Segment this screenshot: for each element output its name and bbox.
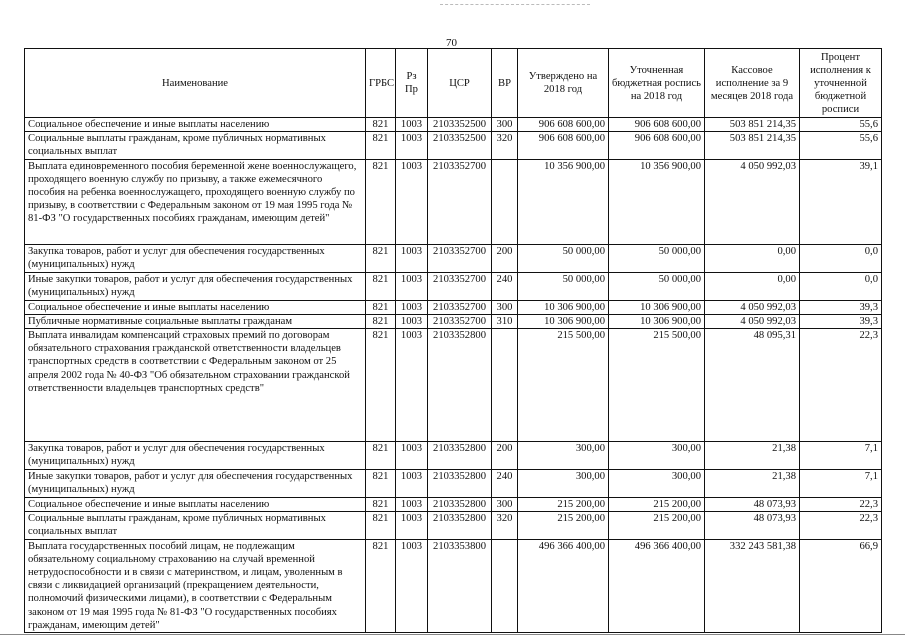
row-percent: 66,9	[800, 539, 882, 632]
row-rzpr: 1003	[396, 118, 428, 132]
row-cash: 0,00	[705, 272, 800, 300]
row-name: Социальное обеспечение и иные выплаты населению	[25, 498, 366, 512]
row-grbs: 821	[366, 300, 396, 314]
row-name: Выплата государственных пособий лицам, не подлежащим обязательному социальному страхованию на случай временной нетрудоспособности и в связи с материнством, и лицам, уволенным в связи с ликвидацией организаций (прекращением деятельности, полномочий физическими лицами), в соответствии с Федеральным законом от 19 мая 1995 года № 81-ФЗ "О государственных пособиях гражданам, имеющим детей"	[25, 539, 366, 632]
row-approved: 50 000,00	[518, 272, 609, 300]
row-cash: 4 050 992,03	[705, 314, 800, 328]
row-vr: 320	[492, 512, 518, 539]
row-percent: 55,6	[800, 132, 882, 159]
row-cash: 332 243 581,38	[705, 539, 800, 632]
row-rzpr: 1003	[396, 512, 428, 539]
header-csr: ЦСР	[428, 49, 492, 118]
row-rzpr: 1003	[396, 329, 428, 442]
row-refined: 906 608 600,00	[609, 132, 705, 159]
row-vr: 240	[492, 470, 518, 498]
header-name: Наименование	[25, 49, 366, 118]
row-approved: 215 500,00	[518, 329, 609, 442]
row-vr	[492, 539, 518, 632]
row-rzpr: 1003	[396, 244, 428, 272]
row-vr: 240	[492, 272, 518, 300]
row-cash: 21,38	[705, 470, 800, 498]
row-refined: 10 356 900,00	[609, 159, 705, 244]
row-csr: 2103352800	[428, 470, 492, 498]
header-vr: ВР	[492, 49, 518, 118]
row-grbs: 821	[366, 512, 396, 539]
scan-top-line	[440, 4, 590, 5]
row-csr: 2103352800	[428, 498, 492, 512]
row-grbs: 821	[366, 470, 396, 498]
row-vr	[492, 159, 518, 244]
row-percent: 22,3	[800, 498, 882, 512]
table-row	[25, 539, 882, 632]
row-percent: 0,0	[800, 244, 882, 272]
table-row	[25, 329, 882, 442]
header-row	[25, 49, 882, 118]
row-grbs: 821	[366, 118, 396, 132]
row-percent: 39,3	[800, 300, 882, 314]
row-csr: 2103352500	[428, 132, 492, 159]
row-percent: 39,3	[800, 314, 882, 328]
row-percent: 7,1	[800, 442, 882, 470]
header-grbs: ГРБС	[366, 49, 396, 118]
row-refined: 50 000,00	[609, 272, 705, 300]
row-vr: 300	[492, 118, 518, 132]
row-grbs: 821	[366, 329, 396, 442]
row-cash: 21,38	[705, 442, 800, 470]
row-name: Выплата инвалидам компенсаций страховых премий по договорам обязательного страхования гражданской ответственности владельцев транспортных средств в соответствии с Федеральным законом от 25 апреля 2002 года № 40-ФЗ "Об обязательном страховании гражданской ответственности владельцев транспортных средств"	[25, 329, 366, 442]
row-grbs: 821	[366, 498, 396, 512]
row-grbs: 821	[366, 272, 396, 300]
row-percent: 22,3	[800, 512, 882, 539]
row-cash: 48 073,93	[705, 498, 800, 512]
row-rzpr: 1003	[396, 498, 428, 512]
table-row	[25, 498, 882, 512]
row-rzpr: 1003	[396, 159, 428, 244]
header-rzpr: Рз Пр	[396, 49, 428, 118]
page-number: 70	[446, 37, 457, 49]
row-csr: 2103352800	[428, 512, 492, 539]
header-percent: Процент исполнения к уточненной бюджетной росписи	[800, 49, 882, 118]
row-name: Социальные выплаты гражданам, кроме публичных нормативных социальных выплат	[25, 512, 366, 539]
table-row	[25, 244, 882, 272]
row-cash: 4 050 992,03	[705, 300, 800, 314]
table-row	[25, 442, 882, 470]
row-refined: 906 608 600,00	[609, 118, 705, 132]
row-cash: 4 050 992,03	[705, 159, 800, 244]
row-approved: 215 200,00	[518, 498, 609, 512]
row-refined: 300,00	[609, 442, 705, 470]
row-grbs: 821	[366, 132, 396, 159]
row-approved: 300,00	[518, 442, 609, 470]
row-cash: 503 851 214,35	[705, 132, 800, 159]
row-csr: 2103352700	[428, 272, 492, 300]
row-cash: 503 851 214,35	[705, 118, 800, 132]
row-name: Иные закупки товаров, работ и услуг для обеспечения государственных (муниципальных) нужд	[25, 272, 366, 300]
row-refined: 300,00	[609, 470, 705, 498]
row-rzpr: 1003	[396, 300, 428, 314]
row-approved: 906 608 600,00	[518, 118, 609, 132]
row-csr: 2103352700	[428, 314, 492, 328]
table-row	[25, 314, 882, 328]
row-cash: 48 073,93	[705, 512, 800, 539]
row-refined: 10 306 900,00	[609, 300, 705, 314]
row-refined: 10 306 900,00	[609, 314, 705, 328]
row-percent: 22,3	[800, 329, 882, 442]
row-refined: 215 200,00	[609, 498, 705, 512]
row-name: Публичные нормативные социальные выплаты гражданам	[25, 314, 366, 328]
row-rzpr: 1003	[396, 442, 428, 470]
row-approved: 50 000,00	[518, 244, 609, 272]
row-name: Закупка товаров, работ и услуг для обеспечения государственных (муниципальных) нужд	[25, 244, 366, 272]
row-rzpr: 1003	[396, 132, 428, 159]
row-cash: 48 095,31	[705, 329, 800, 442]
row-approved: 10 356 900,00	[518, 159, 609, 244]
row-csr: 2103352700	[428, 244, 492, 272]
table-row	[25, 470, 882, 498]
row-grbs: 821	[366, 539, 396, 632]
table-row	[25, 159, 882, 244]
row-refined: 496 366 400,00	[609, 539, 705, 632]
row-percent: 0,0	[800, 272, 882, 300]
row-csr: 2103352700	[428, 300, 492, 314]
row-percent: 7,1	[800, 470, 882, 498]
row-vr	[492, 329, 518, 442]
row-vr: 320	[492, 132, 518, 159]
row-cash: 0,00	[705, 244, 800, 272]
row-csr: 2103353800	[428, 539, 492, 632]
budget-table	[24, 48, 882, 633]
row-vr: 200	[492, 244, 518, 272]
row-vr: 200	[492, 442, 518, 470]
row-vr: 300	[492, 300, 518, 314]
row-approved: 10 306 900,00	[518, 300, 609, 314]
row-approved: 300,00	[518, 470, 609, 498]
row-name: Закупка товаров, работ и услуг для обеспечения государственных (муниципальных) нужд	[25, 442, 366, 470]
row-approved: 10 306 900,00	[518, 314, 609, 328]
row-percent: 39,1	[800, 159, 882, 244]
row-refined: 215 200,00	[609, 512, 705, 539]
table-row	[25, 132, 882, 159]
table-row	[25, 512, 882, 539]
row-name: Социальные выплаты гражданам, кроме публичных нормативных социальных выплат	[25, 132, 366, 159]
row-csr: 2103352700	[428, 159, 492, 244]
table-row	[25, 272, 882, 300]
row-refined: 50 000,00	[609, 244, 705, 272]
row-rzpr: 1003	[396, 470, 428, 498]
row-csr: 2103352800	[428, 329, 492, 442]
row-approved: 906 608 600,00	[518, 132, 609, 159]
row-refined: 215 500,00	[609, 329, 705, 442]
row-rzpr: 1003	[396, 272, 428, 300]
row-approved: 215 200,00	[518, 512, 609, 539]
row-name: Иные закупки товаров, работ и услуг для обеспечения государственных (муниципальных) нужд	[25, 470, 366, 498]
table-row	[25, 118, 882, 132]
row-vr: 300	[492, 498, 518, 512]
row-grbs: 821	[366, 314, 396, 328]
row-name: Социальное обеспечение и иные выплаты населению	[25, 300, 366, 314]
header-cash: Кассовое исполнение за 9 месяцев 2018 года	[705, 49, 800, 118]
row-vr: 310	[492, 314, 518, 328]
row-grbs: 821	[366, 244, 396, 272]
row-name: Выплата единовременного пособия беременной жене военнослужащего, проходящего военную службу по призыву, а также ежемесячного пособия на ребенка военнослужащего, проходящего военную службу по призыву, в соответствии с Федеральным законом от 19 мая 1995 года № 81-ФЗ "О государственных пособиях гражданам, имеющим детей"	[25, 159, 366, 244]
row-rzpr: 1003	[396, 539, 428, 632]
row-rzpr: 1003	[396, 314, 428, 328]
row-approved: 496 366 400,00	[518, 539, 609, 632]
header-approved: Утверждено на 2018 год	[518, 49, 609, 118]
row-grbs: 821	[366, 442, 396, 470]
row-percent: 55,6	[800, 118, 882, 132]
row-grbs: 821	[366, 159, 396, 244]
row-csr: 2103352800	[428, 442, 492, 470]
table-row	[25, 300, 882, 314]
row-name: Социальное обеспечение и иные выплаты населению	[25, 118, 366, 132]
scan-bottom-line	[0, 634, 905, 635]
header-refined: Уточненная бюджетная роспись на 2018 год	[609, 49, 705, 118]
row-csr: 2103352500	[428, 118, 492, 132]
